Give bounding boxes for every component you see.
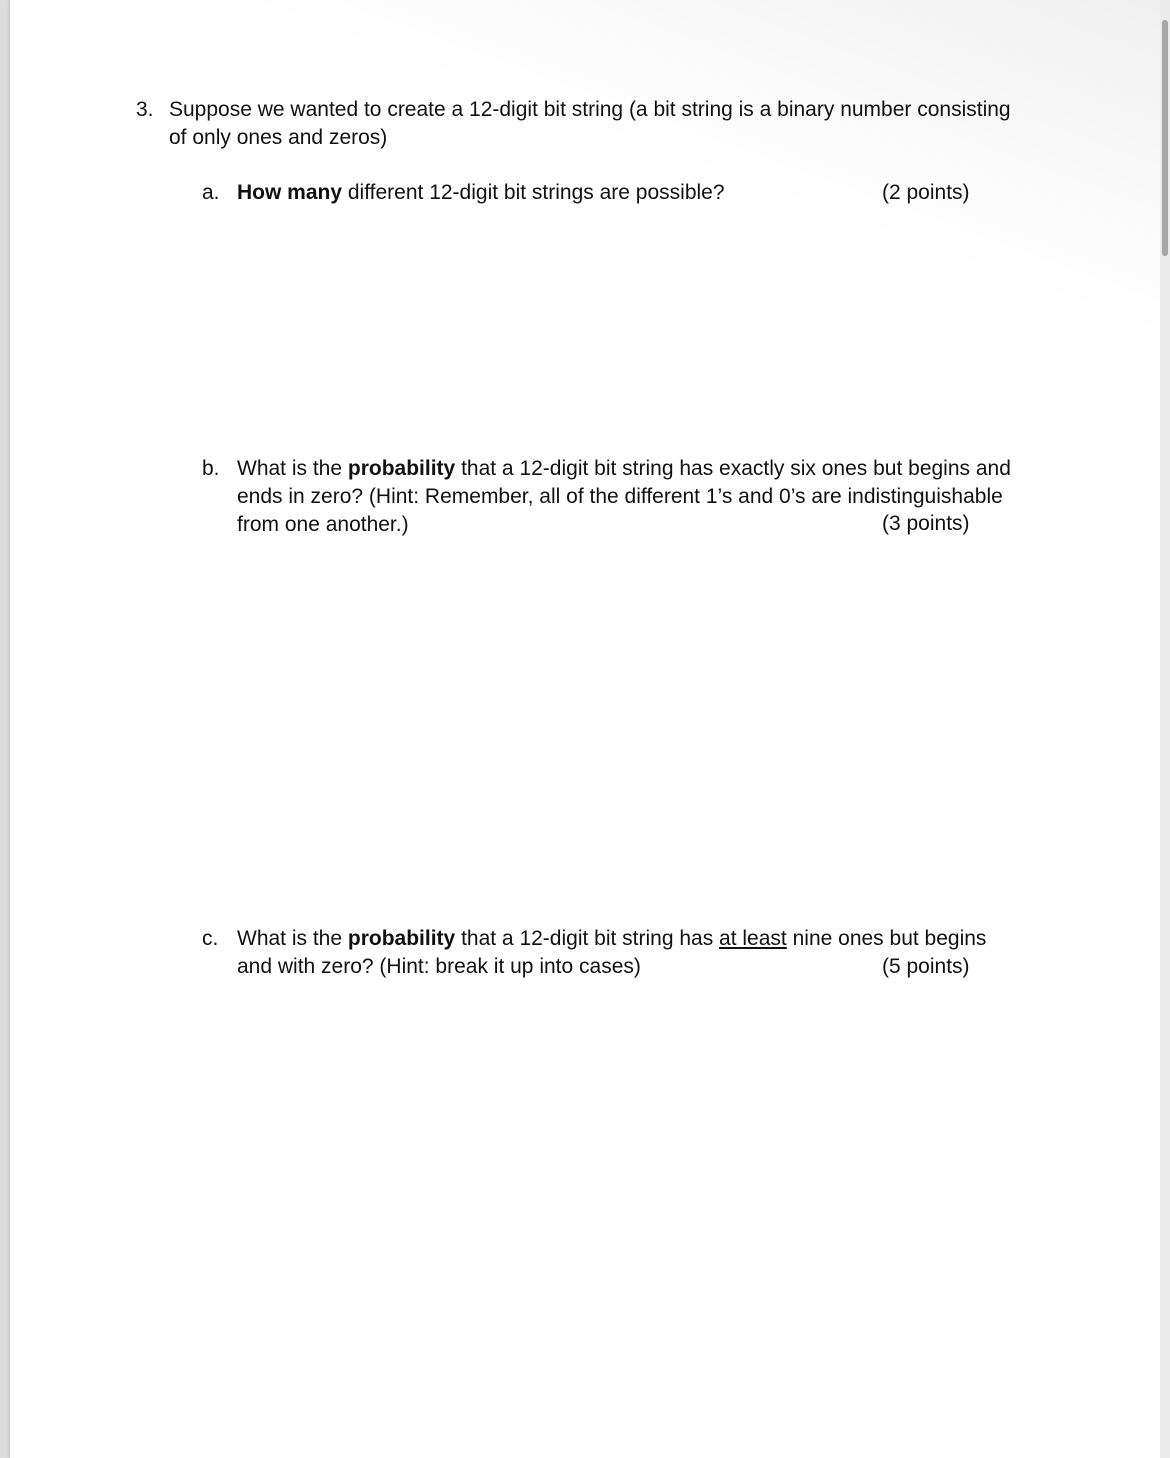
part-a-points: (2 points) xyxy=(882,181,970,204)
part-b-points: (3 points) xyxy=(882,512,970,535)
scrollbar-track[interactable] xyxy=(1160,0,1170,1458)
part-b-pre: What is the xyxy=(237,457,348,480)
part-b-label: b. xyxy=(202,457,220,480)
part-c-post: nine ones but begins xyxy=(786,927,987,950)
document-page xyxy=(10,0,1160,1458)
part-b-bold: probability xyxy=(347,457,456,480)
question-text xyxy=(169,96,1029,152)
question-text-line-2: of only ones and zeros) xyxy=(169,126,388,149)
part-b-line-3: from one another.) xyxy=(237,513,409,536)
part-c-mid: that a 12-digit bit string has xyxy=(455,927,720,950)
part-a-rest: different 12-digit bit strings are possible? xyxy=(342,181,725,204)
part-b-line-2: ends in zero? (Hint: Remember, all of the different 1’s and 0’s are indistinguishable xyxy=(237,485,1003,508)
part-b-line-1 xyxy=(237,455,1017,483)
question-text-line-1: Suppose we wanted to create a 12-digit bit string (a bit string is a binary number consisting xyxy=(169,98,1011,121)
part-c-label: c. xyxy=(202,927,219,950)
scrollbar-thumb[interactable] xyxy=(1162,20,1168,256)
part-a-bold: How many xyxy=(237,181,343,204)
part-c-pre: What is the xyxy=(237,927,348,950)
part-c-bold: probability xyxy=(347,927,456,950)
question-number: 3. xyxy=(136,98,154,121)
part-c-line-1 xyxy=(237,925,1017,953)
part-b-post: that a 12-digit bit string has exactly six ones but begins and xyxy=(455,457,1011,480)
part-a-label: a. xyxy=(202,181,220,204)
part-c-line-2: and with zero? (Hint: break it up into cases) xyxy=(237,955,641,978)
part-c-underline: at least xyxy=(719,927,787,950)
part-c-points: (5 points) xyxy=(882,955,970,978)
